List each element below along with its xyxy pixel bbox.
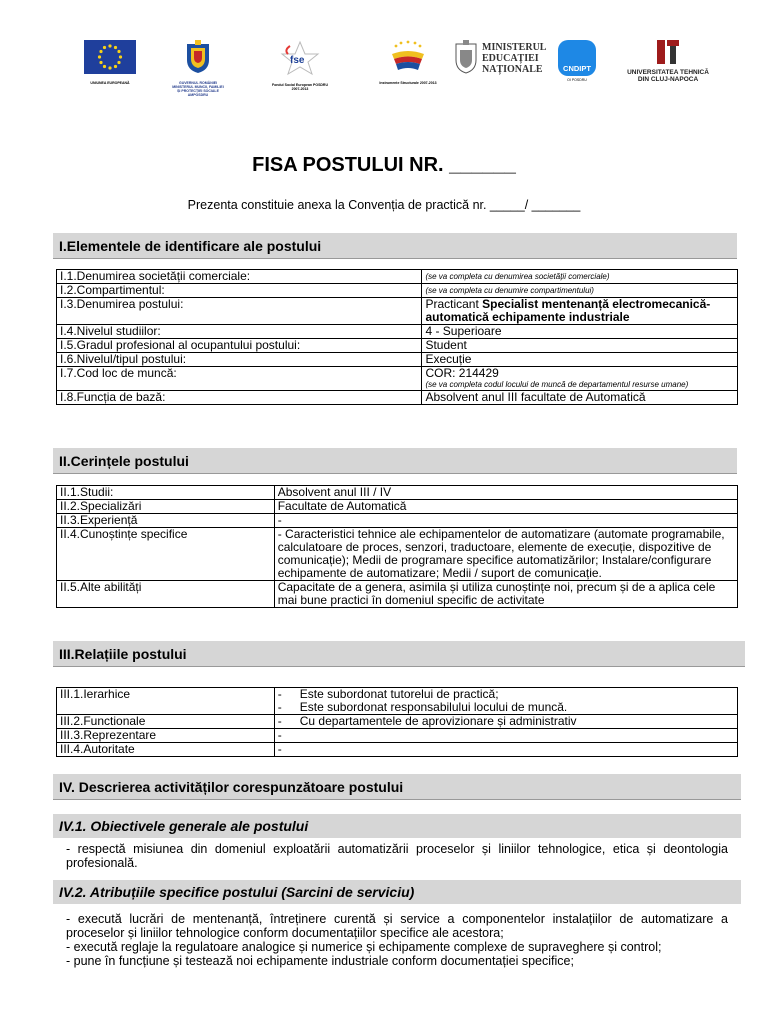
row-value: (se va completa cu denumire compartimentului) xyxy=(422,284,738,298)
table-row xyxy=(57,325,738,339)
row-value xyxy=(274,688,737,715)
value-prefix: Practicant xyxy=(425,297,483,311)
list-item: - Este subordonat tutorelui de practică; xyxy=(277,687,499,701)
table-row xyxy=(57,367,738,391)
list-item: - execută reglaje la regulatoare analogice și numerice și echipamente complexe de supraveghere și control; xyxy=(66,940,662,954)
ministry-crest-icon xyxy=(454,40,478,74)
row-label: I.3.Denumirea postului: xyxy=(57,298,422,325)
ministerul-logo xyxy=(454,40,547,75)
row-value: - xyxy=(274,514,737,528)
row-value: Execuție xyxy=(422,353,738,367)
section-iv-1-heading: IV.1. Obiectivele generale ale postului xyxy=(53,814,741,838)
ministry-line: EDUCAȚIEI xyxy=(482,53,539,64)
row-value: Facultate de Automatică xyxy=(274,500,737,514)
row-label: II.2.Specializări xyxy=(57,500,275,514)
row-value: (se va completa cu denumirea societății comerciale) xyxy=(422,270,738,284)
list-item: - pune în funcțiune și testează noi echipamente industriale conform documentației specifice; xyxy=(66,954,574,968)
document-subtitle: Prezenta constituie anexa la Convenția de practică nr. _____/ _______ xyxy=(187,198,581,212)
row-value xyxy=(422,298,738,325)
row-label: I.2.Compartimentul: xyxy=(57,284,422,298)
utcn-icon xyxy=(653,40,683,64)
instrumente-structurale-logo xyxy=(378,40,438,85)
logo-caption: UNIVERSITATEA TEHNICĂ DIN CLUJ-NAPOCA xyxy=(627,69,709,83)
row-label: I.1.Denumirea societății comerciale: xyxy=(57,270,422,284)
list-item: - Este subordonat responsabilului locului de muncă. xyxy=(277,700,568,714)
list-item: - Cu departamentele de aprovizionare și administrativ xyxy=(277,714,577,728)
logo-caption: OI POSDRU xyxy=(567,78,587,82)
row-label: III.4.Autoritate xyxy=(57,743,275,757)
row-label: I.8.Funcția de bază: xyxy=(57,391,422,405)
duties-list xyxy=(66,912,728,968)
row-value xyxy=(422,367,738,391)
row-label: III.2.Functionale xyxy=(57,715,275,729)
row-label: III.3.Reprezentare xyxy=(57,729,275,743)
row-value: Absolvent anul III / IV xyxy=(274,486,737,500)
row-label: II.1.Studii: xyxy=(57,486,275,500)
cndipt-badge xyxy=(558,40,596,76)
table-row xyxy=(57,391,738,405)
table-row xyxy=(57,528,738,581)
objectives-paragraph: - respectă misiunea din domeniul exploatării automatizării proceselor și liniilor tehnologice, etica și deontologia profesională. xyxy=(66,842,728,870)
row-value: Student xyxy=(422,339,738,353)
fse-icon xyxy=(278,40,322,76)
table-row xyxy=(57,284,738,298)
row-value: - xyxy=(274,729,737,743)
value-bold: Specialist mentenanță electromecanică-automatică echipamente industriale xyxy=(425,297,711,324)
row-label: II.4.Cunoștințe specifice xyxy=(57,528,275,581)
row-value: - xyxy=(274,743,737,757)
section-ii-heading: II.Cerințele postului xyxy=(53,448,737,474)
coat-of-arms-logo xyxy=(172,40,224,97)
row-label: III.1.Ierarhice xyxy=(57,688,275,715)
cor-note: (se va completa codul locului de muncă de departamentul resurse umane) xyxy=(425,380,689,389)
row-label: I.6.Nivelul/tipul postului: xyxy=(57,353,422,367)
fse-logo xyxy=(270,40,330,91)
table-row xyxy=(57,729,738,743)
table-row xyxy=(57,298,738,325)
section-iii-heading: III.Relațiile postului xyxy=(53,641,745,667)
ministry-line: MINISTERUL xyxy=(482,42,547,53)
table-row xyxy=(57,339,738,353)
cndipt-label: CNDIPT xyxy=(563,64,591,73)
table-row xyxy=(57,688,738,715)
section-iv-2-heading: IV.2. Atribuțiile specifice postului (Sarcini de serviciu) xyxy=(53,880,741,904)
cor-code: COR: 214429 xyxy=(425,366,499,380)
cndipt-logo xyxy=(554,40,600,82)
svg-text:fse: fse xyxy=(290,55,305,66)
identification-table xyxy=(56,269,738,405)
document-title: FISA POSTULUI NR. ______ xyxy=(252,154,516,176)
row-value xyxy=(274,715,737,729)
logo-caption: UNIUNEA EUROPEANĂ xyxy=(90,81,130,85)
logo-strip xyxy=(80,40,720,100)
instrumente-structurale-icon xyxy=(388,40,428,74)
row-label: II.3.Experiență xyxy=(57,514,275,528)
table-row xyxy=(57,270,738,284)
eu-flag-icon xyxy=(84,40,136,74)
eu-flag-logo xyxy=(80,40,140,85)
table-row xyxy=(57,500,738,514)
row-value: - Caracteristici tehnice ale echipamentelor de automatizare (automate programabile, calculatoare de proces, senzori, traductoare, elemente de execuție, dispozitive de comunicație); Medii de programare specifice automatizărilor; Instalare/configurare echipamente de automatizare; Medii / suport de comunicație. xyxy=(274,528,737,581)
row-value: 4 - Superioare xyxy=(422,325,738,339)
ministry-line: NAȚIONALE xyxy=(482,64,543,75)
row-value: Capacitate de a genera, asimila și utiliza cunoștințe noi, precum și de a aplica cele mai bune practici în domeniul specific de activitate xyxy=(274,581,737,608)
row-label: I.5.Gradul profesional al ocupantului postului: xyxy=(57,339,422,353)
logo-caption: Fondul Social European POSDRU 2007-2013 xyxy=(271,83,328,91)
requirements-table xyxy=(56,485,738,608)
list-item: - execută lucrări de mentenanță, întreținere curentă și service a componentelor instalațiilor de automatizare a proceselor și liniilor tehnologice conform documentațiilor specifice ale acestora; xyxy=(66,912,728,940)
table-row xyxy=(57,486,738,500)
table-row xyxy=(57,514,738,528)
table-row xyxy=(57,715,738,729)
section-iv-heading: IV. Descrierea activităților corespunzătoare postului xyxy=(53,774,741,800)
row-label: II.5.Alte abilități xyxy=(57,581,275,608)
logo-caption: GUVERNUL ROMÂNIEI MINISTERUL MUNCII, FAMILIEI ȘI PROTECȚIEI SOCIALE AMPOSDRU xyxy=(172,81,224,97)
table-row xyxy=(57,353,738,367)
row-value: Absolvent anul III facultate de Automatică xyxy=(422,391,738,405)
relations-table xyxy=(56,687,738,757)
table-row xyxy=(57,581,738,608)
table-row xyxy=(57,743,738,757)
row-label: I.7.Cod loc de muncă: xyxy=(57,367,422,391)
section-i-heading: I.Elementele de identificare ale postului xyxy=(53,233,737,259)
logo-caption: Instrumente Structurale 2007-2013 xyxy=(379,81,437,85)
coat-of-arms-icon xyxy=(185,40,211,74)
row-label: I.4.Nivelul studiilor: xyxy=(57,325,422,339)
universitatea-logo xyxy=(626,40,710,83)
